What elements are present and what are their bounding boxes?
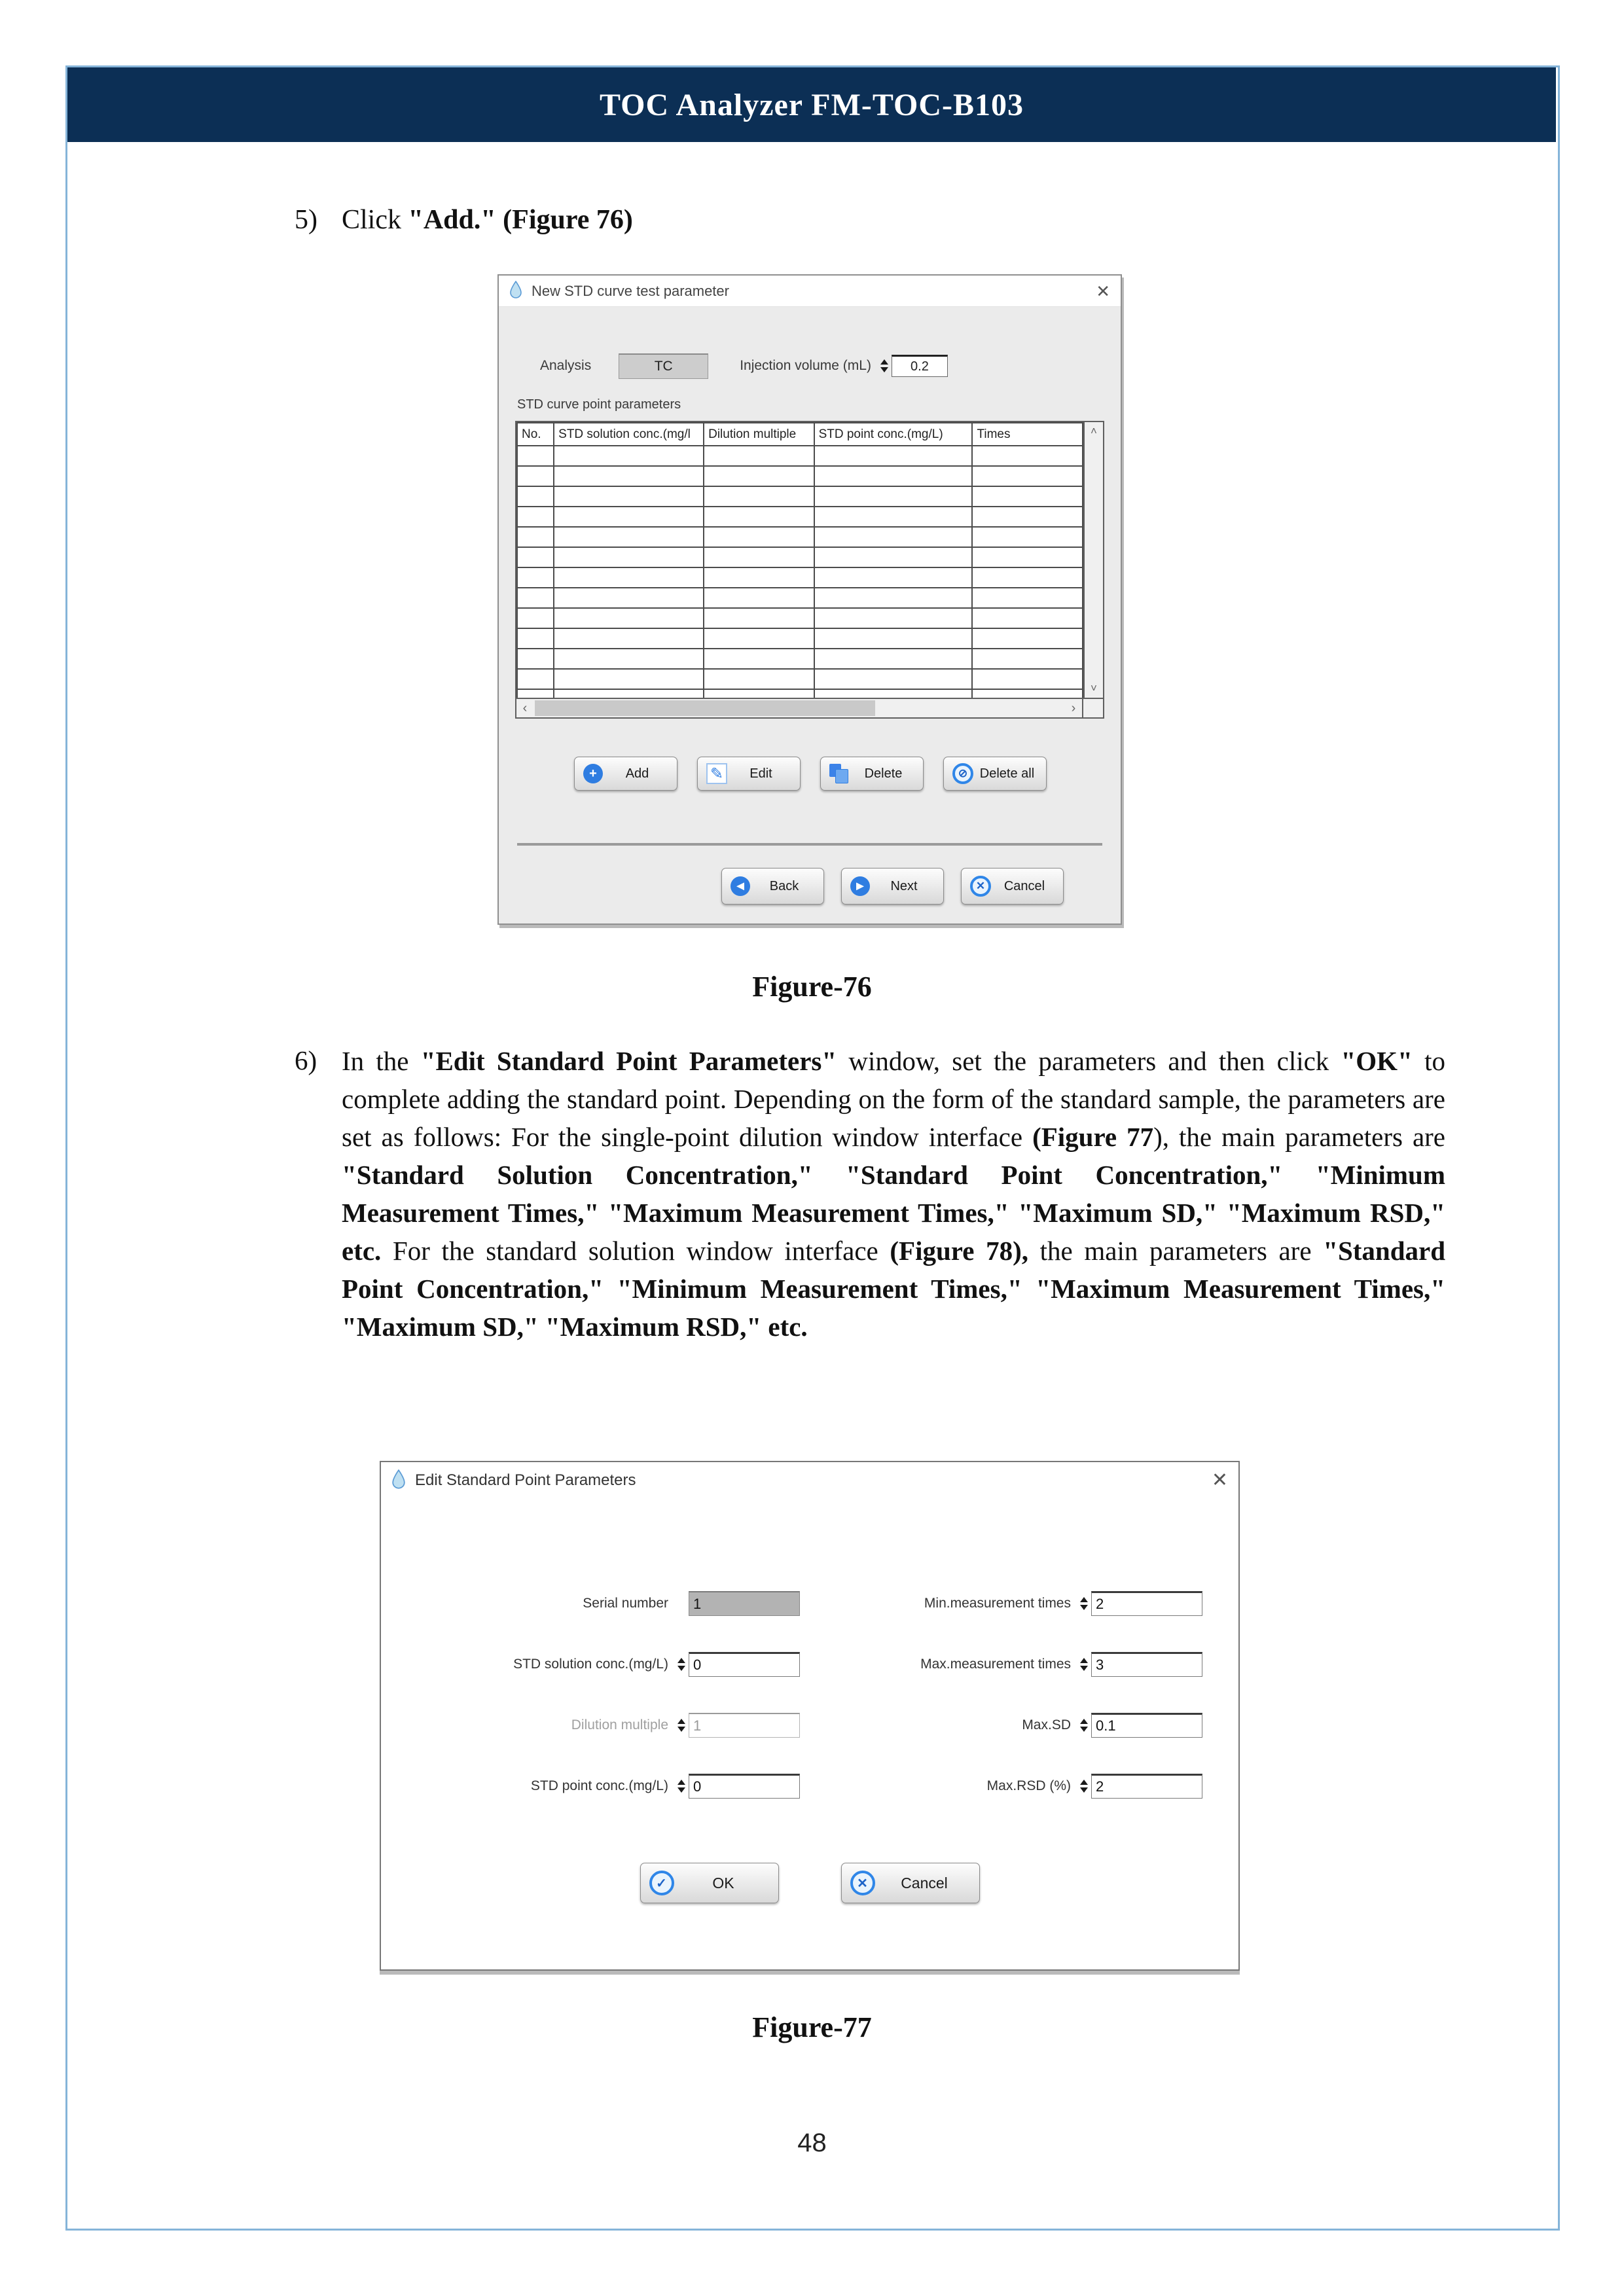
dialog2-titlebar	[381, 1462, 1238, 1499]
table-row	[517, 689, 1083, 698]
table-cell	[972, 588, 1083, 608]
cancel-button-label: Cancel	[1003, 878, 1045, 893]
field-row	[800, 1773, 1202, 1799]
ok-button-label: OK	[712, 1874, 734, 1892]
table-cell	[814, 527, 973, 547]
std-curve-table-main	[516, 422, 1103, 698]
close-icon[interactable]: ✕	[1096, 281, 1110, 301]
field-input[interactable]: 2	[1091, 1774, 1202, 1799]
table-cell	[814, 608, 973, 628]
spinner-down-icon[interactable]	[1080, 1605, 1088, 1610]
table-cell	[972, 649, 1083, 669]
injection-volume-label: Injection volume (mL)	[740, 358, 871, 373]
field-row	[800, 1651, 1202, 1677]
table-column-header: STD point conc.(mg/L)	[814, 423, 973, 446]
table-cell	[554, 486, 704, 507]
step-6	[295, 1042, 1445, 1346]
scroll-right-icon[interactable]: ›	[1071, 700, 1076, 715]
ok-icon: ✓	[649, 1871, 674, 1895]
table-cell	[517, 486, 554, 507]
spinner-down-icon[interactable]	[1080, 1727, 1088, 1732]
table-cell	[554, 466, 704, 486]
table-row	[517, 608, 1083, 628]
spinner-up-icon[interactable]	[1080, 1597, 1088, 1602]
table-cell	[554, 547, 704, 567]
field-input[interactable]: 0	[689, 1774, 800, 1799]
table-row	[517, 547, 1083, 567]
delete-all-button[interactable]	[943, 757, 1047, 791]
table-cell	[972, 486, 1083, 507]
field-spinner[interactable]	[677, 1780, 685, 1793]
table-cell	[814, 567, 973, 588]
vertical-scrollbar[interactable]	[1083, 422, 1103, 698]
table-cell	[554, 628, 704, 649]
field-row	[800, 1712, 1202, 1738]
cancel-button[interactable]	[841, 1863, 980, 1903]
table-cell	[972, 567, 1083, 588]
spinner-up-icon[interactable]	[1080, 1719, 1088, 1724]
back-icon: ◄	[731, 876, 750, 896]
table-row	[517, 649, 1083, 669]
edit-button-label: Edit	[749, 766, 772, 781]
table-cell	[517, 588, 554, 608]
table-cell	[972, 628, 1083, 649]
table-cell	[704, 527, 814, 547]
field-row	[407, 1590, 800, 1617]
table-row	[517, 446, 1083, 466]
delete-all-button-label: Delete all	[979, 766, 1035, 781]
scroll-down-icon[interactable]: ˅	[1091, 682, 1097, 694]
delete-all-icon: ⊘	[952, 763, 973, 784]
edit-button[interactable]	[697, 757, 801, 791]
dialog1-nav-buttons	[721, 868, 1064, 905]
table-row	[517, 527, 1083, 547]
spinner-up-icon[interactable]	[1080, 1780, 1088, 1785]
analysis-row	[540, 353, 1094, 379]
field-label: STD solution conc.(mg/L)	[513, 1657, 668, 1672]
table-row	[517, 628, 1083, 649]
step-6-text: In the "Edit Standard Point Parameters" window, set the parameters and then click "OK" to complete adding the standard point. Depending on the form of the standard sample, the parameters are set as follows: For the single-point dilution window interface (Figure 77), the main parameters are "Standard Solution Concentration," "Standard Point Concentration," "Minimum Measurement Times," "Maximum Measurement Times," "Maximum SD," "Maximum RSD," etc. For the standard solution window interface (Figure 78), the main parameters are "Standard Point Concentration," "Minimum Measurement Times," "Maximum Measurement Times," "Maximum SD," "Maximum RSD," etc.	[342, 1046, 1446, 1342]
table-cell	[554, 507, 704, 527]
cancel-button[interactable]	[961, 868, 1064, 905]
spinner-down-icon[interactable]	[1080, 1666, 1088, 1671]
step-5	[295, 203, 1447, 237]
table-cell	[704, 567, 814, 588]
scroll-corner	[1082, 699, 1103, 717]
next-button-label: Next	[890, 878, 918, 893]
table-cell	[704, 649, 814, 669]
table-cell	[517, 608, 554, 628]
hscroll-thumb[interactable]	[535, 700, 875, 716]
edit-icon: ✎	[706, 763, 727, 784]
field-spinner[interactable]	[677, 1658, 685, 1671]
table-cell	[704, 669, 814, 689]
table-cell	[972, 507, 1083, 527]
table-cell	[517, 649, 554, 669]
table-row	[517, 466, 1083, 486]
dialog1-separator	[517, 843, 1102, 846]
table-cell	[972, 527, 1083, 547]
field-spinner[interactable]	[1080, 1719, 1088, 1732]
table-cell	[972, 689, 1083, 698]
spinner-down-icon[interactable]	[677, 1666, 685, 1671]
analysis-label: Analysis	[540, 358, 592, 373]
field-label: Max.RSD (%)	[986, 1778, 1071, 1793]
table-cell	[554, 446, 704, 466]
table-cell	[704, 547, 814, 567]
table-row	[517, 507, 1083, 527]
table-cell	[814, 628, 973, 649]
table-row	[517, 588, 1083, 608]
table-cell	[814, 486, 973, 507]
add-button[interactable]	[574, 757, 677, 791]
std-table	[516, 422, 1083, 698]
table-cell	[517, 689, 554, 698]
table-cell	[554, 527, 704, 547]
field-label: Max.SD	[1022, 1717, 1071, 1732]
field-spinner[interactable]	[1080, 1658, 1088, 1671]
table-cell	[517, 628, 554, 649]
table-cell	[554, 669, 704, 689]
table-cell	[704, 446, 814, 466]
fields-right	[800, 1590, 1202, 1834]
table-cell	[814, 446, 973, 466]
spinner-up-icon[interactable]	[677, 1719, 685, 1724]
table-cell	[704, 628, 814, 649]
table-cell	[704, 507, 814, 527]
hscroll-track[interactable]	[533, 699, 1065, 717]
table-cell	[517, 547, 554, 567]
table-cell	[814, 689, 973, 698]
spinner-down-icon[interactable]	[880, 367, 888, 372]
next-button[interactable]	[841, 868, 944, 905]
droplet-icon	[509, 281, 522, 302]
delete-button-label: Delete	[864, 766, 903, 781]
horizontal-scrollbar[interactable]	[516, 698, 1103, 717]
table-cell	[704, 486, 814, 507]
scroll-left-icon[interactable]: ‹	[522, 700, 528, 715]
table-cell	[814, 649, 973, 669]
table-cell	[517, 669, 554, 689]
dialog1-title: New STD curve test parameter	[532, 282, 729, 299]
spinner-up-icon[interactable]	[880, 359, 888, 365]
field-row	[407, 1773, 800, 1799]
table-cell	[814, 669, 973, 689]
delete-button[interactable]	[820, 757, 924, 791]
table-cell	[814, 507, 973, 527]
std-curve-group-label: STD curve point parameters	[517, 397, 681, 412]
table-cell	[972, 466, 1083, 486]
field-spinner[interactable]	[1080, 1597, 1088, 1610]
field-label: Serial number	[583, 1596, 668, 1611]
table-cell	[517, 567, 554, 588]
field-spinner[interactable]	[677, 1719, 685, 1732]
page-number: 48	[797, 2128, 827, 2157]
table-cell	[554, 649, 704, 669]
field-input[interactable]: 0.1	[1091, 1713, 1202, 1738]
table-row	[517, 669, 1083, 689]
table-cell	[554, 567, 704, 588]
field-input[interactable]: 2	[1091, 1591, 1202, 1616]
spinner-down-icon[interactable]	[677, 1787, 685, 1793]
figure-76-caption: Figure-76	[752, 971, 872, 1003]
scroll-up-icon[interactable]: ˄	[1091, 425, 1097, 437]
table-cell	[517, 507, 554, 527]
spinner-down-icon[interactable]	[1080, 1787, 1088, 1793]
table-cell	[814, 588, 973, 608]
cancel-icon: ✕	[970, 876, 991, 897]
field-row	[407, 1651, 800, 1677]
dialog-edit-standard-point	[380, 1461, 1240, 1971]
table-cell	[554, 689, 704, 698]
spinner-down-icon[interactable]	[677, 1727, 685, 1732]
droplet-icon	[391, 1469, 406, 1492]
field-row	[407, 1712, 800, 1738]
back-button[interactable]	[721, 868, 824, 905]
table-cell	[972, 547, 1083, 567]
page-header	[67, 67, 1556, 142]
analysis-value-box[interactable]: TC	[619, 353, 708, 379]
table-cell	[972, 669, 1083, 689]
table-cell	[704, 689, 814, 698]
spinner-up-icon[interactable]	[677, 1658, 685, 1663]
field-input[interactable]: 3	[1091, 1652, 1202, 1677]
table-cell	[814, 466, 973, 486]
close-icon[interactable]: ✕	[1211, 1469, 1228, 1491]
table-row	[517, 567, 1083, 588]
field-label: Dilution multiple	[571, 1717, 668, 1732]
dialog1-titlebar	[499, 276, 1121, 307]
field-label: Max.measurement times	[920, 1657, 1071, 1672]
table-cell	[554, 588, 704, 608]
table-column-header: STD solution conc.(mg/l	[554, 423, 704, 446]
table-cell	[517, 527, 554, 547]
cancel-icon: ✕	[850, 1871, 875, 1895]
step-6-number: 6)	[295, 1045, 317, 1075]
add-icon: +	[583, 764, 603, 783]
step-5-number: 5)	[295, 205, 317, 235]
table-cell	[972, 608, 1083, 628]
table-cell	[972, 446, 1083, 466]
dialog2-title: Edit Standard Point Parameters	[415, 1471, 636, 1489]
add-button-label: Add	[625, 766, 649, 781]
field-input: 1	[689, 1713, 800, 1738]
spinner-up-icon[interactable]	[1080, 1658, 1088, 1663]
next-icon: ►	[850, 876, 870, 896]
table-cell	[814, 547, 973, 567]
figure-77-caption: Figure-77	[752, 2011, 872, 2043]
table-cell	[704, 608, 814, 628]
field-row	[800, 1590, 1202, 1617]
page-title: TOC Analyzer FM-TOC-B103	[600, 87, 1024, 122]
table-cell	[704, 588, 814, 608]
back-button-label: Back	[769, 878, 799, 893]
field-input[interactable]: 0	[689, 1652, 800, 1677]
table-cell	[517, 466, 554, 486]
field-label: Min.measurement times	[924, 1596, 1071, 1611]
field-label: STD point conc.(mg/L)	[530, 1778, 668, 1793]
spinner-up-icon[interactable]	[677, 1780, 685, 1785]
table-action-buttons	[574, 757, 1047, 791]
field-input[interactable]: 1	[689, 1591, 800, 1616]
table-row	[517, 486, 1083, 507]
table-cell	[517, 446, 554, 466]
cancel-button-label: Cancel	[901, 1874, 948, 1892]
table-column-header: Dilution multiple	[704, 423, 814, 446]
dialog2-buttons	[381, 1863, 1238, 1903]
ok-button[interactable]	[640, 1863, 779, 1903]
step-5-text: Click "Add." (Figure 76)	[342, 205, 633, 235]
table-cell	[554, 608, 704, 628]
injection-spinner[interactable]	[880, 359, 888, 372]
field-spinner[interactable]	[1080, 1780, 1088, 1793]
std-curve-table-wrap	[515, 421, 1104, 719]
table-column-header: Times	[972, 423, 1083, 446]
injection-volume-input[interactable]: 0.2	[892, 355, 948, 377]
dialog-new-std-curve	[497, 274, 1122, 925]
delete-icon	[829, 764, 849, 783]
fields-left	[407, 1590, 800, 1834]
table-cell	[704, 466, 814, 486]
table-column-header: No.	[517, 423, 554, 446]
